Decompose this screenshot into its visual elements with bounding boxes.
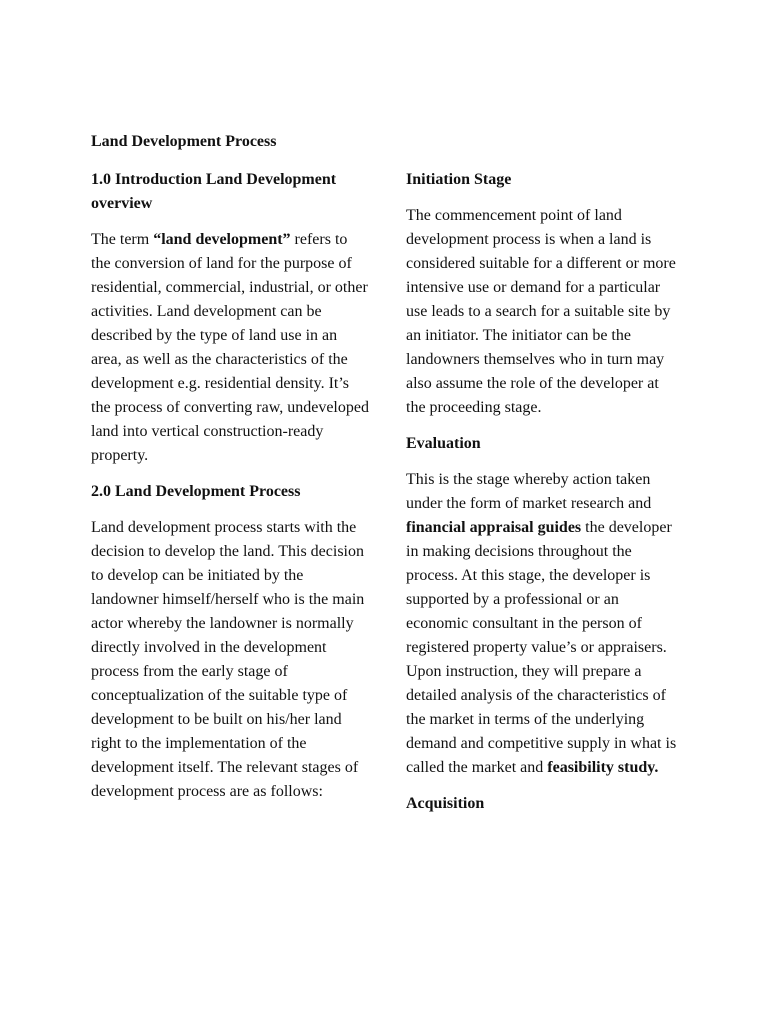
evaluation-bold-financial-appraisal: financial appraisal guides <box>406 519 582 536</box>
section-heading-acquisition: Acquisition <box>406 795 485 812</box>
section-heading-process: 2.0 Land Development Process <box>91 483 301 500</box>
right-column <box>406 168 682 828</box>
evaluation-bold-feasibility-study: feasibility study. <box>547 759 659 776</box>
introduction-bold-term: “land development” <box>153 231 291 248</box>
introduction-text-start: The term <box>91 231 154 248</box>
section-heading-evaluation: Evaluation <box>406 435 481 452</box>
process-paragraph: Land development process starts with the decision to develop the land. This decision to develop can be initiated by the landowner himself/herself who is the main actor whereby the landowner is normally directly involved in the development process from the early stage of conceptualization of the suitable type of development to be built on his/her land right to the implementation of the development itself. The relevant stages of development process are as follows: <box>91 519 365 800</box>
left-column <box>91 168 369 816</box>
evaluation-paragraph <box>406 468 682 780</box>
section-heading-introduction: 1.0 Introduction Land Development overview <box>91 171 337 212</box>
evaluation-text-start: This is the stage whereby action taken under the form of market research and <box>406 471 652 512</box>
introduction-text-end: refers to the conversion of land for the purpose of residential, commercial, industrial, or other activities. Land development can be described by the type of land use in an area, as well as the characteristics of the development e.g. residential density. It’s the process of converting raw, undeveloped land into vertical construction-ready property. <box>91 231 369 464</box>
introduction-paragraph <box>91 228 369 468</box>
document-title: Land Development Process <box>91 133 277 150</box>
initiation-paragraph: The commencement point of land development process is when a land is considered suitable for a different or more intensive use or demand for a particular use leads to a search for a suitable site by an initiator. The initiator can be the landowners themselves who in turn may also assume the role of the developer at the proceeding stage. <box>406 207 676 416</box>
section-heading-initiation: Initiation Stage <box>406 171 512 188</box>
evaluation-text-middle: the developer in making decisions throughout the process. At this stage, the developer is supported by a professional or an economic consultant in the person of registered property value’s or appraisers. Upon instruction, they will prepare a detailed analysis of the characteristics of the market in terms of the underlying demand and competitive supply in what is called the market and <box>406 519 677 776</box>
